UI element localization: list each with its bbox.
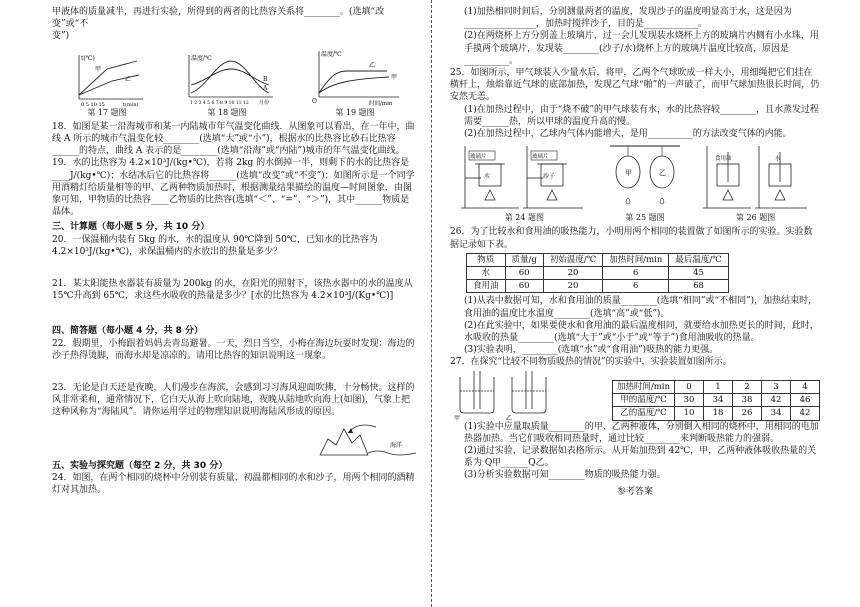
question-25-part-2: (2)在加热过程中，乙球内气体内能增大，是用__________的方法改变气体的内能。 — [464, 129, 792, 140]
figure-17-curve-b: 乙 — [125, 75, 132, 83]
figure-17-graph — [67, 51, 147, 107]
question-27-figure-and-table — [450, 369, 820, 421]
question-25-part-1: (1)在加热过程中，由于“烧不破”的甲气球装有水，水的比热容较________，且水蒸发过程需要______热，所以甲球的温度升高的慢。 — [464, 104, 819, 127]
question-26-part-2: (2)在此实验中，如果要使水和食用油的最后温度相同，就要给水加热更长的时间，此时，水吸收的热量________(选填“大于”或“小于”或“等于”)食用油吸收的热量。 — [464, 320, 819, 344]
table-cell: 水 — [467, 267, 506, 280]
sea-land-figure-row — [52, 419, 418, 457]
section-3-heading: 三、计算题（每小题 5 分，共 10 分） — [52, 222, 210, 233]
table-row — [612, 394, 819, 407]
question-26-part-3: (3)实验表明，________(选填“水”或“食用油”)吸热的能力更强。 — [464, 345, 719, 356]
table-cell: 45 — [669, 267, 728, 280]
table-cell: 38 — [733, 394, 762, 407]
table-header-cell: 质量/g — [505, 253, 543, 266]
oil-label: 食用油 — [714, 156, 732, 163]
substance-label-1: 水 — [484, 173, 491, 181]
question-21: 21．某太阳能热水器装有质量为 200kg 的水，在阳光的照射下，该热水器中的水的温度从 15℃升高到 65℃，求这些水吸收的热量是多少？[水的比热容为 4.2×10³J/(Kg•℃)] — [52, 279, 413, 302]
figure-24 — [459, 142, 589, 224]
balloon-label-1: 甲 — [624, 169, 632, 178]
figures-17-19 — [52, 45, 418, 119]
section-4-heading: 四、简答题（每小题 4 分，共 8 分） — [52, 326, 204, 337]
substance-label-2: 沙子 — [543, 173, 556, 181]
glass-label-2: 玻璃片 — [532, 154, 549, 161]
answer-key-heading: 参考答案 — [616, 486, 653, 497]
sea-label: 海洋 — [390, 441, 403, 449]
question-25: 25．如图所示，甲气球装入少量水后，将甲，乙两个气球吹成一样大小，用细绳把它们挂在横杆上，烛焰靠近气球的底部加热，发现乙气球“啪”的一声破了，而甲气球加热很长时间，仍安然无恙。 — [450, 68, 820, 103]
table-cell: 60 — [505, 280, 543, 293]
water-label: 水 — [774, 156, 781, 163]
figure-17-caption: 第 17 题图 — [87, 107, 127, 117]
intro-line: 甲液体的质量减半，再进行实验，所得到的两者的比热容关系将________。(选填“改变”或“不 — [52, 7, 385, 30]
figure-25-caption: 第 25 题图 — [625, 213, 665, 223]
figure-18 — [177, 51, 277, 119]
question-20: 20．一保温桶内装有 5kg 的水，水的温度从 90℃降到 50℃，已知水的比热容为 4.2×10³J/(kg•℃)，求保温桶内的水放出的热量是多少？ — [52, 234, 378, 257]
figure-24-apparatus — [459, 142, 589, 212]
answer-space — [52, 302, 418, 322]
table-cell: 68 — [669, 280, 728, 293]
column-divider — [431, 0, 432, 607]
table-header-cell: 物质 — [467, 253, 506, 266]
table-cell: 0 — [675, 381, 704, 394]
figure-19-curve-b: 乙 — [369, 61, 376, 69]
question-27-part-1: (1)实验中应量取质量________的甲、乙两种液体，分别倒入相同的烧杯中，用相同的电加热器加热。当它们吸收相同热量时，通过比较________来判断吸热能力的强弱。 — [464, 421, 819, 444]
figure-19-origin: O — [312, 97, 317, 105]
table-cell: 6 — [603, 267, 669, 280]
right-column — [450, 6, 820, 498]
table-cell: 食用油 — [467, 280, 506, 293]
figure-17-x-label: t(min) — [123, 101, 139, 107]
question-27-part-3: (3)分析实验数据可知________物质的吸热能力强。 — [464, 470, 666, 481]
table-cell: 1 — [704, 381, 733, 394]
table-cell: 2 — [733, 381, 762, 394]
question-26: 26．为了比较水和食用油的吸热能力，小明用两个相同的装置做了如图所示的实验。实验数据记录如下表。 — [450, 227, 813, 250]
table-cell: 甲的温度/℃ — [612, 394, 674, 407]
figure-18-x-label: 月份 — [259, 99, 270, 106]
figures-24-26 — [450, 142, 820, 224]
table-cell: 30 — [675, 394, 704, 407]
question-24: 24．如图，在两个相同的烧杯中分别装有质量、初温都相同的水和沙子，用两个相同的酒精灯对其加热。 — [52, 472, 415, 496]
table-cell: 加热时间/min — [612, 381, 674, 394]
section-5-heading: 五、实验与探究题（每空 2 分，共 30 分） — [52, 460, 228, 471]
table-cell: 18 — [704, 407, 733, 420]
figure-18-caption: 第 18 题图 — [207, 107, 247, 117]
table-cell: 3 — [762, 381, 791, 394]
figure-26-caption: 第 26 题图 — [736, 213, 776, 223]
glass-label-1: 玻璃片 — [470, 154, 487, 161]
question-22: 22．假期里，小梅跟着妈妈去青岛避暑。一天，烈日当空，小梅在海边玩耍时发现：海边的沙子热得烫脚，而海水却是凉凉的。请用比热容的知识说明这一现象。 — [52, 338, 415, 361]
figure-19 — [307, 45, 403, 119]
table-cell: 26 — [733, 407, 762, 420]
question-27-part-2: (2)通过实验，记录数据如表格所示。从开始加热到 42℃，甲，乙两种液体吸收热量的关系为 Q甲______Q乙。 — [464, 446, 817, 469]
table-cell: 20 — [543, 267, 602, 280]
figure-18-label-a: A — [263, 84, 268, 92]
table-header-cell: 初始温度/℃ — [543, 253, 602, 266]
question-26-part-1: (1)从表中数据可知，水和食用油的质量________(选填“相同”或“不相同”)，加热结束时，食用油的温度比水温度________(选填“高”或“低”)。 — [464, 296, 818, 319]
beaker-label-a: 甲 — [454, 414, 461, 421]
intro-line: 变”) — [52, 31, 70, 42]
question-19: 19．水的比热容为 4.2×10³J/(kg•℃)，若将 2kg 的水倒掉一半，则剩下的水的比热容是____J/(kg•℃)；水结冰后它的比热容将______(选填“改变”或“不变”)；如图所示是一个同学用酒精灯给质量相等的甲、乙两种物质加热时，根据测量结果描绘的温度—时间图象．由图象可知，甲物质的比热容____乙物质的比热容(选填“＜”、“=”、“＞”)，其中______物质是晶体。 — [52, 158, 415, 218]
answer-space — [52, 258, 418, 278]
figure-18-label-b: B — [263, 75, 268, 83]
figure-19-curve-a: 甲 — [391, 73, 398, 81]
table-cell: 42 — [791, 407, 820, 420]
figure-19-caption: 第 19 题图 — [335, 107, 375, 117]
table-27 — [612, 380, 820, 421]
table-row — [467, 280, 729, 293]
table-cell: 20 — [543, 280, 602, 293]
question-24-part-2: (2)在两烧杯上方分别盖上玻璃片，过一会儿发现装水烧杯上方的玻璃片内侧有小水珠，用手摸两个玻璃片，发现装________(沙子/水)烧杯上方的玻璃片温度比较高，原因是__________。 — [464, 31, 819, 66]
figure-19-x-label: 时间/min — [369, 100, 393, 107]
figure-18-ticks: 1 2 3 4 5 6 7 8 9 10 11 12 — [190, 100, 249, 106]
table-cell: 42 — [762, 394, 791, 407]
table-cell: 34 — [704, 394, 733, 407]
question-18: 18．如图是某一沿海城市和某一内陆城市年气温变化曲线．从图象可以看出，在一年中，曲线 A 所示的城市气温变化较________(选填“大”或“小”)，根据水的比热容比砂石比热容______的特点，曲线 A 表示的是________(选填“沿海”或“内陆”)城市的年气温变化曲线。 — [52, 121, 415, 157]
figure-26-apparatus — [701, 142, 811, 212]
table-cell: 6 — [603, 280, 669, 293]
figure-24-caption: 第 24 题图 — [504, 213, 544, 223]
table-cell: 乙的温度/℃ — [612, 407, 674, 420]
sea-land-breeze-figure — [318, 419, 418, 457]
table-row — [612, 407, 819, 420]
question-23-block — [52, 382, 418, 419]
question-23: 23．无论是白天还是夜晚，人们漫步在海滨，会感到习习海风迎面吹拂，十分畅快。这样的风非常柔和，通常情况下，它白天从海上吹向陆地，夜晚从陆地吹向海上(如图)，气象上把这种风称为“海陆风”。请你运用学过的物理知识说明海陆风形成的原因。 — [52, 383, 415, 418]
figure-17-curve-a: 甲 — [95, 65, 102, 73]
table-header-cell: 最后温度/℃ — [669, 253, 728, 266]
table-cell: 46 — [791, 394, 820, 407]
figure-25-balloons — [608, 142, 682, 212]
table-cell: 4 — [791, 381, 820, 394]
figure-17-ticks: 0 5 10 15 — [81, 101, 105, 107]
beaker-label-b: 乙 — [506, 414, 513, 421]
figure-27-beakers — [450, 369, 570, 421]
figure-18-y-label: 温度/℃ — [191, 54, 212, 62]
figure-19-y-label: 温度/℃ — [321, 50, 342, 58]
left-column — [52, 6, 418, 496]
figure-25 — [608, 142, 682, 224]
question-27: 27．在探究“比较不同物质吸热的情况”的实验中，实验装置如图所示。 — [450, 357, 732, 368]
figure-19-graph — [307, 45, 403, 107]
table-cell: 60 — [505, 267, 543, 280]
table-header-row — [467, 253, 729, 266]
figure-17 — [67, 51, 147, 119]
question-24-part-1: (1)加热相同时间后，分别测量两者的温度，发现沙子的温度明显高于水，这是因为________________，加热时搅拌沙子，目的是____________。 — [464, 7, 792, 30]
table-row — [612, 381, 819, 394]
figure-18-graph — [177, 51, 277, 107]
answer-space — [52, 362, 418, 382]
table-row — [467, 267, 729, 280]
table-header-cell: 加热时间/min — [603, 253, 669, 266]
figure-17-y-label: t(℃) — [81, 54, 95, 62]
table-cell: 10 — [675, 407, 704, 420]
balloon-label-2: 乙 — [658, 169, 666, 178]
table-cell: 34 — [762, 407, 791, 420]
figure-26 — [701, 142, 811, 224]
table-26 — [466, 253, 729, 294]
